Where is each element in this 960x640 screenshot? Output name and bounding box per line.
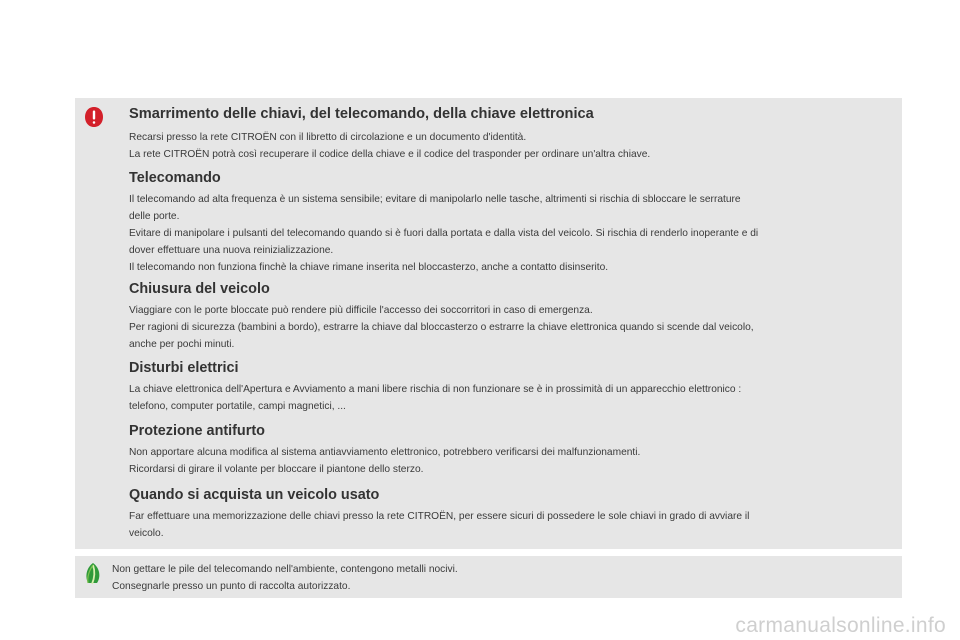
eco-leaf-icon — [84, 561, 102, 585]
intro-paragraph — [129, 129, 895, 163]
eco-box — [75, 556, 902, 598]
text-line: dover effettuare una nuova reinizializzazione. — [129, 245, 334, 256]
text-line: Non apportare alcuna modifica al sistema antiavviamento elettronico, potrebbero verificarsi dei malfunzionamenti. — [129, 447, 641, 458]
section-text-telecomando — [129, 191, 895, 276]
text-line: Ricordarsi di girare il volante per bloccare il piantone dello sterzo. — [129, 464, 424, 475]
text-line: La chiave elettronica dell'Apertura e Avviamento a mani libere rischia di non funzionare se è in prossimità di un apparecchio elettronico : — [129, 384, 742, 395]
text-line: Il telecomando ad alta frequenza è un sistema sensibile; evitare di manipolarlo nelle tasche, altrimenti si rischia di sbloccare le serrature — [129, 194, 741, 205]
text-line: Non gettare le pile del telecomando nell'ambiente, contengono metalli nocivi. — [112, 564, 458, 575]
warning-title: Smarrimento delle chiavi, del telecomando, della chiave elettronica — [129, 106, 594, 122]
text-line: Per ragioni di sicurezza (bambini a bordo), estrarre la chiave dal bloccasterzo o estrarre la chiave elettronica quando si scende dal veicolo, — [129, 322, 754, 333]
text-line: Il telecomando non funziona finchè la chiave rimane inserita nel bloccasterzo, anche a contatto disinserito. — [129, 262, 609, 273]
text-line: Evitare di manipolare i pulsanti del telecomando quando si è fuori dalla portata e dalla vista del veicolo. Si rischia di renderlo inoperante e di — [129, 228, 759, 239]
section-text-veicolo-usato — [129, 508, 895, 542]
warning-box — [75, 98, 902, 549]
text-line: telefono, computer portatile, campi magnetici, ... — [129, 401, 346, 412]
section-text-chiusura — [129, 302, 895, 353]
section-text-disturbi — [129, 381, 895, 415]
section-title-disturbi: Disturbi elettrici — [129, 360, 239, 376]
text-line: La rete CITROËN potrà così recuperare il codice della chiave e il codice del trasponder per ordinare un'altra chiave. — [129, 149, 651, 160]
text-line: Recarsi presso la rete CITROËN con il libretto di circolazione e un documento d'identità. — [129, 132, 527, 143]
text-line: veicolo. — [129, 528, 164, 539]
section-title-telecomando: Telecomando — [129, 170, 221, 186]
section-title-chiusura: Chiusura del veicolo — [129, 281, 270, 297]
text-line: delle porte. — [129, 211, 180, 222]
watermark: carmanualsonline.info — [735, 614, 946, 637]
eco-text — [112, 561, 872, 595]
section-title-protezione: Protezione antifurto — [129, 423, 265, 439]
text-line: Consegnarle presso un punto di raccolta autorizzato. — [112, 581, 351, 592]
text-line: anche per pochi minuti. — [129, 339, 235, 350]
section-text-protezione — [129, 444, 895, 478]
text-line: Far effettuare una memorizzazione delle chiavi presso la rete CITROËN, per essere sicuri di possedere le sole chiavi in grado di avviare il — [129, 511, 750, 522]
text-line: Viaggiare con le porte bloccate può rendere più difficile l'accesso dei soccorritori in caso di emergenza. — [129, 305, 593, 316]
warning-exclamation-icon — [84, 106, 104, 128]
section-title-veicolo-usato: Quando si acquista un veicolo usato — [129, 487, 380, 503]
